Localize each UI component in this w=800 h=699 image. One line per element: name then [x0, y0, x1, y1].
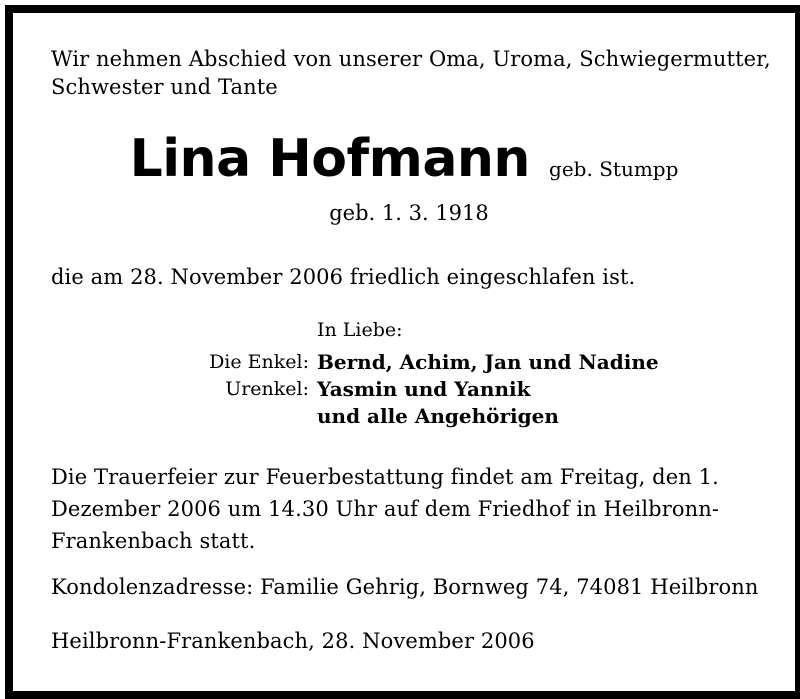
birth-date: geb. 1. 3. 1918: [329, 201, 489, 225]
mourners-list: [13, 349, 795, 430]
intro-text: Wir nehmen Abschied von unserer Oma, Uroma, Schwiegermutter, Schwester und Tante: [51, 47, 771, 99]
place-and-date: Heilbronn-Frankenbach, 28. November 2006: [51, 629, 535, 653]
mourner-label: Die Enkel:: [209, 351, 309, 373]
death-line: die am 28. November 2006 friedlich eingeschlafen ist.: [51, 265, 636, 289]
mourner-names: Bernd, Achim, Jan und Nadine: [317, 350, 659, 374]
deceased-name-row: [13, 127, 795, 191]
maiden-name: geb. Stumpp: [549, 157, 679, 181]
mourner-row: [13, 376, 795, 403]
obituary-notice: [5, 5, 800, 699]
love-heading: In Liebe:: [317, 319, 403, 341]
mourner-row: [13, 403, 795, 430]
mourner-row: [13, 349, 795, 376]
condolence-address: Kondolenzadresse: Familie Gehrig, Bornweg 74, 74081 Heilbronn: [51, 575, 759, 599]
deceased-name: Lina Hofmann: [129, 129, 530, 189]
ceremony-details: Die Trauerfeier zur Feuerbestattung findet am Freitag, den 1. Dezember 2006 um 14.30 Uhr auf dem Friedhof in Heilbronn-Frankenbach statt.: [51, 465, 720, 553]
mourner-names: Yasmin und Yannik: [317, 377, 531, 401]
mourner-label: Urenkel:: [225, 378, 309, 400]
mourner-names: und alle Angehörigen: [317, 404, 559, 428]
